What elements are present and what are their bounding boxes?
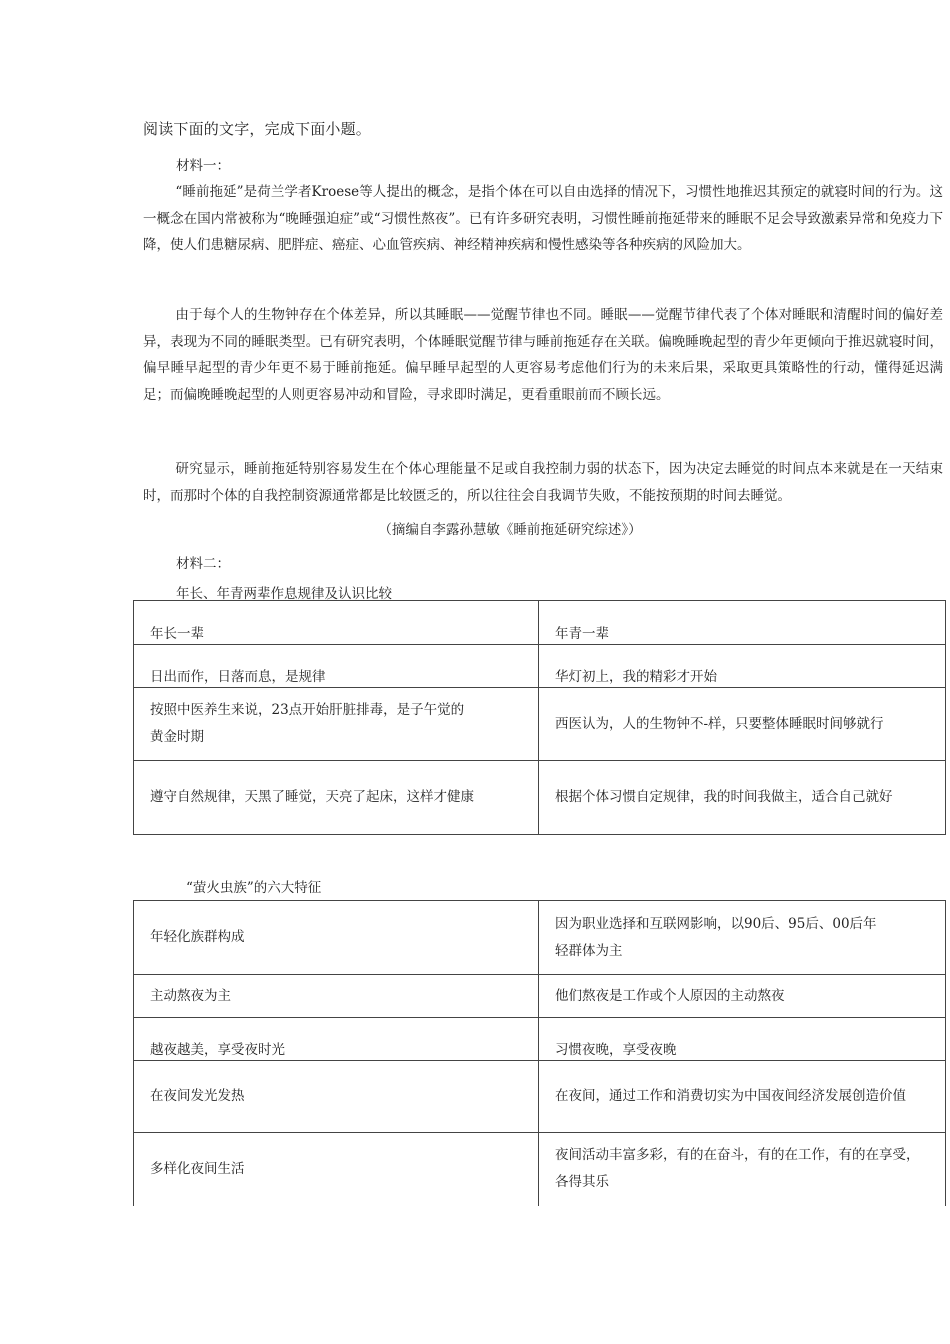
table1-caption: 年长、年青两辈作息规律及认识比较: [176, 586, 392, 602]
table-cell: 主动熬夜为主: [134, 975, 539, 1018]
table-cell: 他们熬夜是工作或个人原因的主动熬夜: [539, 975, 946, 1018]
table-row: [134, 761, 946, 835]
table-cell: 按照中医养生来说，23点开始肝脏排毒，是子午觉的黄金时期: [134, 688, 539, 761]
table-cell: 在夜间，通过工作和消费切实为中国夜间经济发展创造价值: [539, 1061, 946, 1133]
table-cell: 习惯夜晚，享受夜晚: [539, 1018, 946, 1061]
material1-paragraph-3: 研究显示，睡前拖延特别容易发生在个体心理能量不足或自我控制力弱的状态下，因为决定去睡觉的时间点本来就是在一天结束时，而那时个体的自我控制资源通常都是比较匮乏的，所以往往会自我调节失败，不能按预期的时间去睡觉。: [143, 461, 943, 504]
table-row: [134, 901, 946, 975]
material1-label: 材料一：: [176, 158, 230, 174]
table-row: [134, 688, 946, 761]
table-row: [134, 645, 946, 688]
material1-paragraph-1: “睡前拖延”是荷兰学者Kroese等人提出的概念，是指个体在可以自由选择的情况下，习惯性地推迟其预定的就寝时间的行为。这一概念在国内常被称为“晚睡强迫症”或“习惯性熬夜”。已有许多研究表明，习惯性睡前拖延带来的睡眠不足会导致激素异常和免疫力下降，使人们患糖尿病、肥胖症、癌症、心血管疾病、神经精神疾病和慢性感染等各种疾病的风险加大。: [143, 184, 943, 253]
table2-caption: “萤火虫族”的六大特征: [186, 880, 322, 896]
table-header-cell: 年青一辈: [539, 601, 946, 645]
table-cell: 夜间活动丰富多彩，有的在奋斗，有的在工作，有的在享受，各得其乐: [539, 1133, 946, 1206]
table-row: [134, 1061, 946, 1133]
table-cell: 华灯初上，我的精彩才开始: [539, 645, 946, 688]
table-cell: 日出而作，日落而息，是规律: [134, 645, 539, 688]
instruction-text: 阅读下面的文字，完成下面小题。: [143, 120, 372, 138]
material2-label: 材料二：: [176, 556, 230, 572]
table-cell: 根据个体习惯自定规律，我的时间我做主，适合自己就好: [539, 761, 946, 835]
table-header-cell: 年长一辈: [134, 601, 539, 645]
table-cell: 年轻化族群构成: [134, 901, 539, 975]
table-row: [134, 601, 946, 645]
table-cell: 西医认为，人的生物钟不-样，只要整体睡眠时间够就行: [539, 688, 946, 761]
firefly-features-table: [133, 900, 946, 1206]
table-cell: 越夜越美，享受夜时光: [134, 1018, 539, 1061]
table-cell: 多样化夜间生活: [134, 1133, 539, 1206]
source-citation: （摘编自李露孙慧敏《睡前拖延研究综述》）: [378, 522, 642, 538]
table-row: [134, 1018, 946, 1061]
schedule-comparison-table: [133, 600, 946, 835]
material1-paragraph-2: 由于每个人的生物钟存在个体差异，所以其睡眠——觉醒节律也不同。睡眠——觉醒节律代表了个体对睡眠和清醒时间的偏好差异，表现为不同的睡眠类型。已有研究表明，个体睡眠觉醒节律与睡前拖延存在关联。偏晚睡晚起型的青少年更倾向于推迟就寝时间，偏早睡早起型的青少年更不易于睡前拖延。偏早睡早起型的人更容易考虑他们行为的未来后果，采取更具策略性的行动，懂得延迟满足；而偏晚睡晚起型的人则更容易冲动和冒险，寻求即时满足，更看重眼前而不顾长远。: [143, 307, 943, 403]
table-row: [134, 975, 946, 1018]
table-row: [134, 1133, 946, 1206]
table-cell: 遵守自然规律，天黑了睡觉，天亮了起床，这样才健康: [134, 761, 539, 835]
table-cell: 因为职业选择和互联网影响，以90后、95后、00后年轻群体为主: [539, 901, 946, 975]
table-cell: 在夜间发光发热: [134, 1061, 539, 1133]
